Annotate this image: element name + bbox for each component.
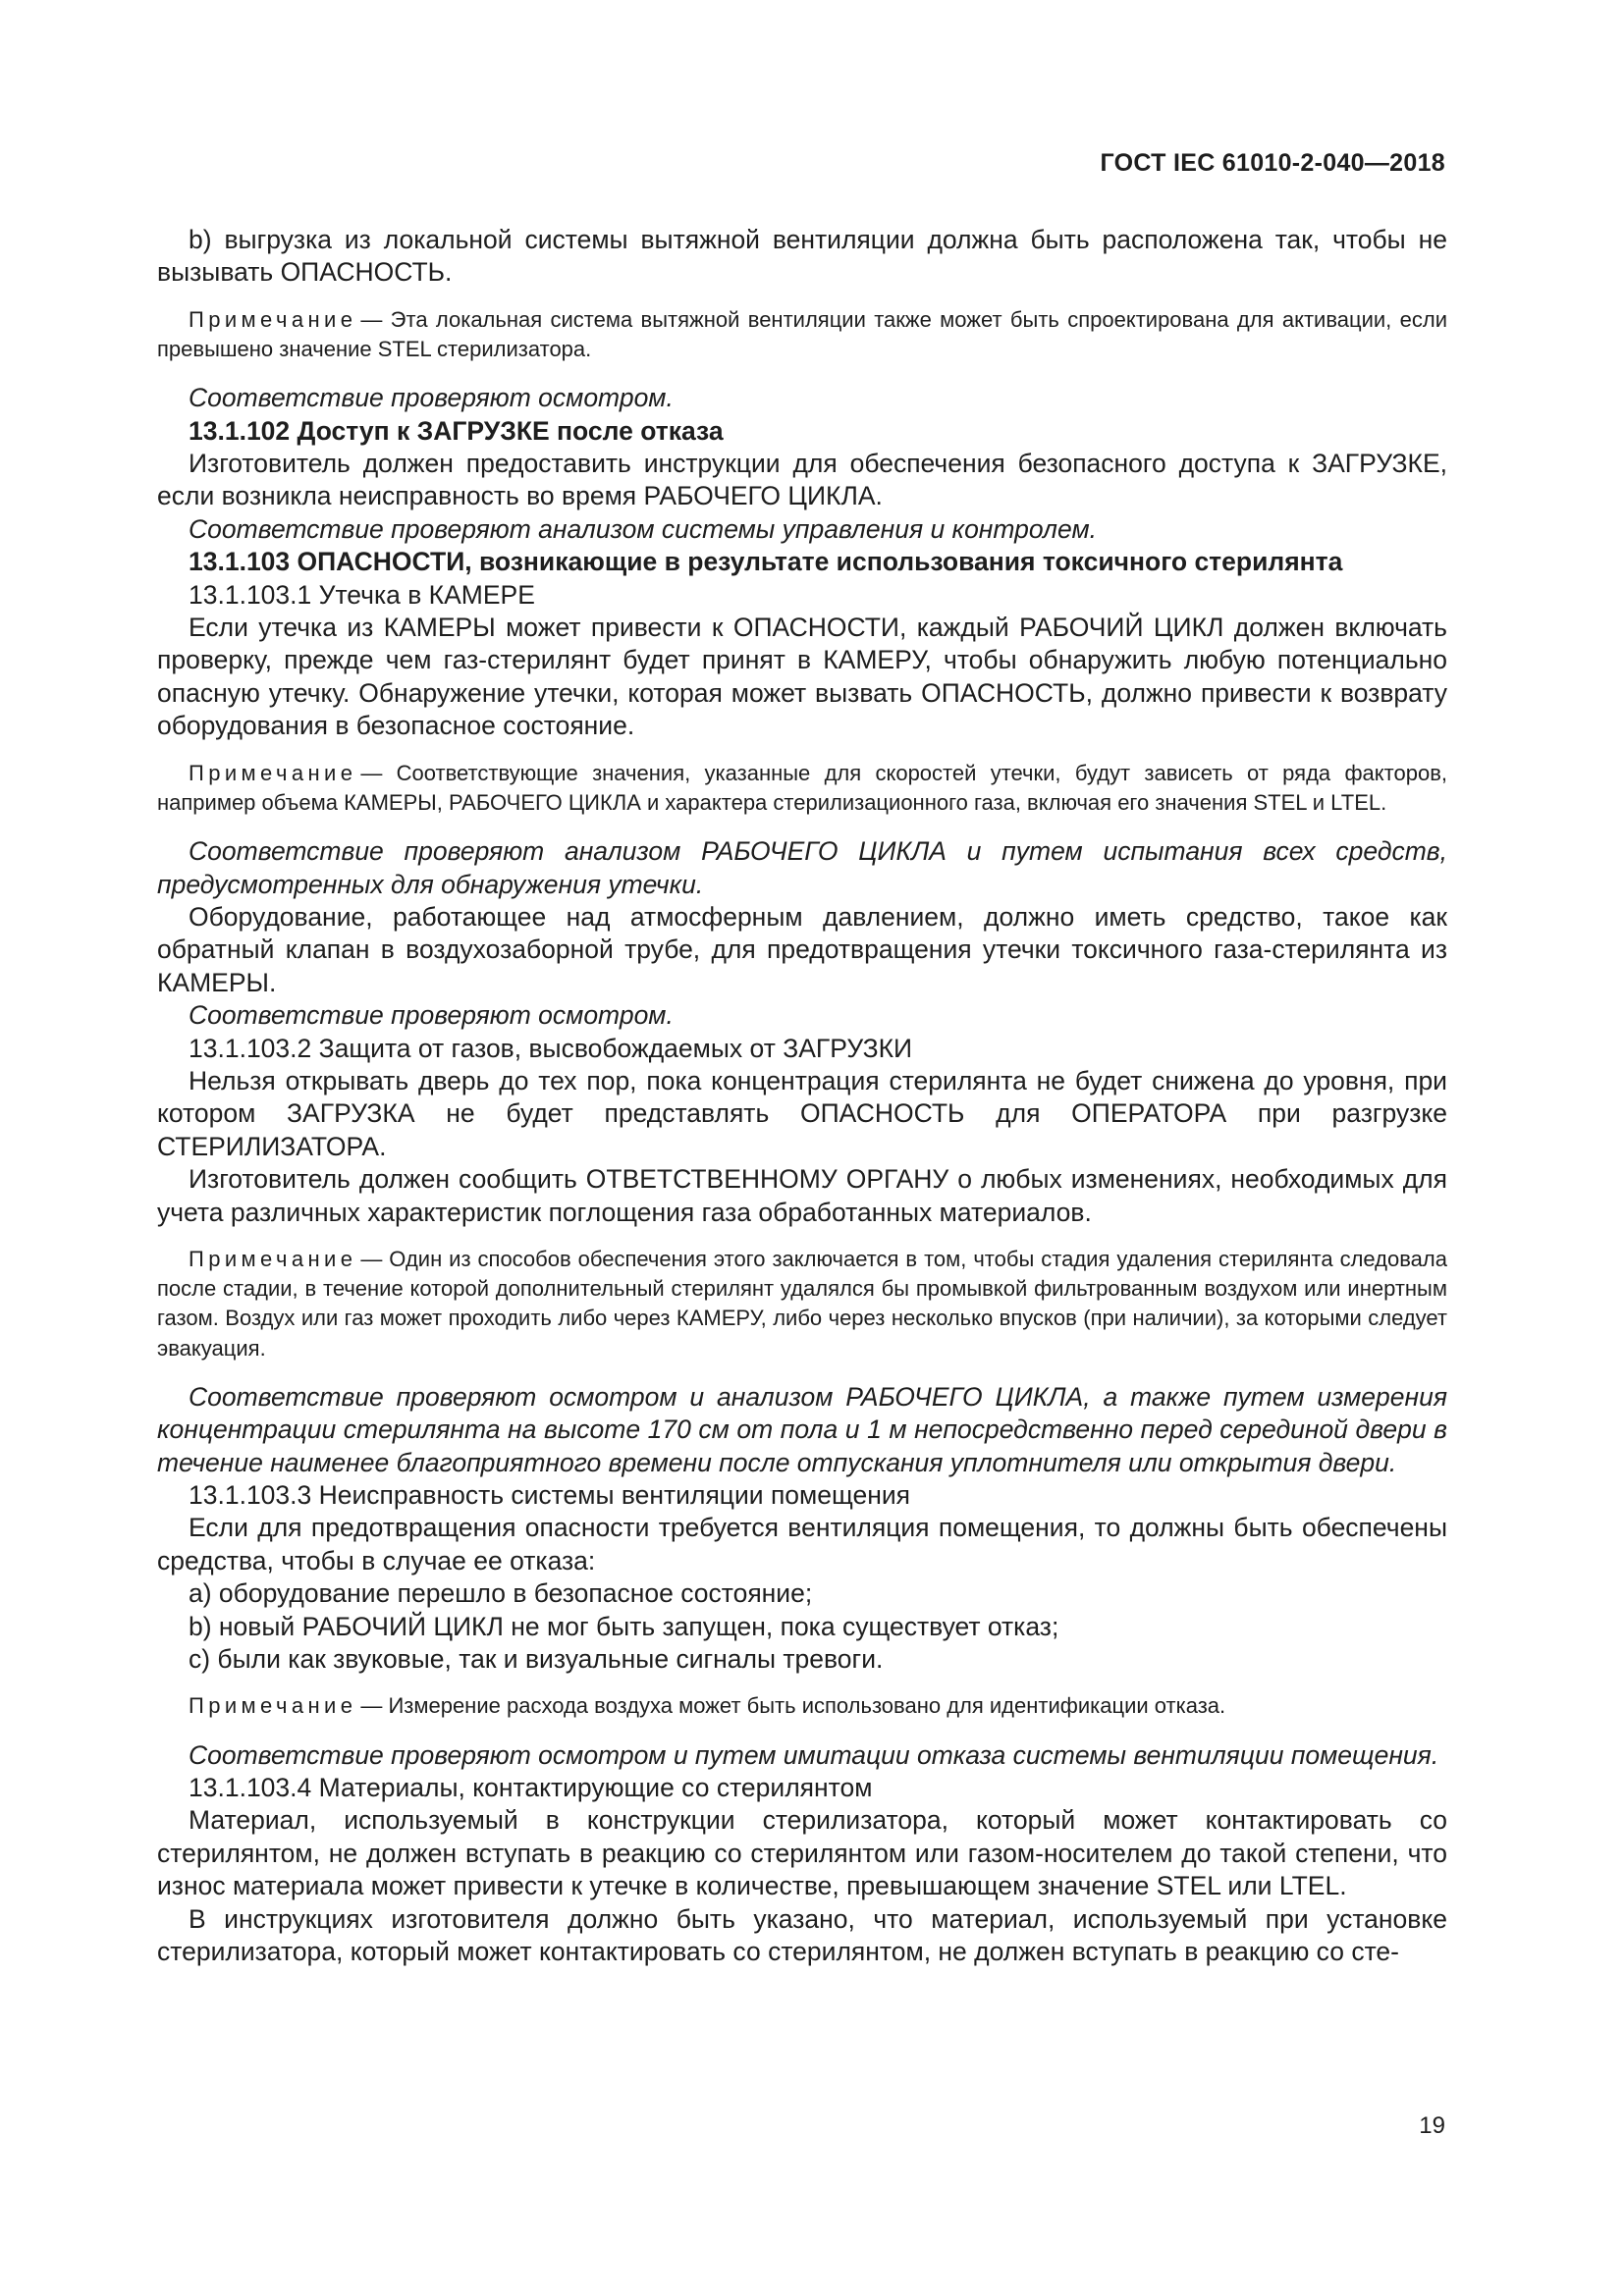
paragraph-check-valve: Оборудование, работающее над атмосферным давлением, должно иметь средство, такое как обратный клапан в воздухозаборной трубе, для предотвращения утечки токсичного газа-стерилянта из КАМЕРЫ. [157,901,1447,997]
note-3 [157,1245,1447,1363]
compliance-3: Соответствие проверяют анализом РАБОЧЕГО ЦИКЛА и путем испытания всех средств, предусмотренных для обнаружения утечки. [157,836,1447,899]
page-number: 19 [1419,2112,1445,2139]
note-1 [157,305,1447,364]
note-4-text: — Измерение расхода воздуха может быть использовано для идентификации отказа. [360,1693,1226,1719]
paragraph-b-exhaust: b) выгрузка из локальной системы вытяжной вентиляции должна быть расположена так, чтобы не вызывать ОПАСНОСТЬ. [157,225,1447,288]
paragraph-load-access: Изготовитель должен предоставить инструкции для обеспечения безопасного доступа к ЗАГРУЗКЕ, если возникла неисправность во время РАБОЧЕГО ЦИКЛА. [157,449,1447,511]
heading-13-1-103-4: 13.1.103.4 Материалы, контактирующие со стерилянтом [189,1773,873,1803]
page-content [157,224,1447,1968]
note-2-text: — Соответствующие значения, указанные для скоростей утечки, будут зависеть от ряда факторов, например объема КАМЕРЫ, РАБОЧЕГО ЦИКЛА и характера стерилизационного газа, включая его значения STEL и LTEL. [157,760,1447,815]
note-2 [157,759,1447,818]
heading-13-1-103: 13.1.103 ОПАСНОСТИ, возникающие в результате использования токсичного стерилянта [189,547,1343,577]
note-label: Примечание [189,1246,357,1271]
paragraph-instructions: В инструкциях изготовителя должно быть указано, что материал, используемый при установке стерилизатора, который может контактировать со стерилянтом, не должен вступать в реакцию со сте- [157,1903,1447,1967]
compliance-5: Соответствие проверяют осмотром и анализом РАБОЧЕГО ЦИКЛА, а также путем измерения концентрации стерилянта на высоте 170 см от пола и 1 м непосредственно перед серединой двери в течение наименее благоприятного времени после отпускания уплотнителя или открытия двери. [157,1381,1447,1477]
note-1-text: — Эта локальная система вытяжной вентиляции также может быть спроектирована для активации, если превышено значение STEL стерилизатора. [157,306,1447,362]
heading-13-1-102: 13.1.102 Доступ к ЗАГРУЗКЕ после отказа [189,415,724,446]
note-4 [157,1691,1447,1721]
heading-13-1-103-1: 13.1.103.1 Утечка в КАМЕРЕ [189,579,535,610]
heading-13-1-103-3: 13.1.103.3 Неисправность системы вентиляции помещения [189,1480,911,1510]
note-label: Примечание [189,1693,357,1719]
paragraph-room-ventilation: Если для предотвращения опасности требуется вентиляция помещения, то должны быть обеспечены средства, чтобы в случае ее отказа: [157,1513,1447,1575]
paragraph-responsible-body: Изготовитель должен сообщить ОТВЕТСТВЕННОМУ ОРГАНУ о любых изменениях, необходимых для учета различных характеристик поглощения газа обработанных материалов. [157,1164,1447,1227]
compliance-4: Соответствие проверяют осмотром. [189,1000,674,1031]
document-code-header: ГОСТ IEC 61010-2-040—2018 [1100,149,1445,177]
compliance-6: Соответствие проверяют осмотром и путем имитации отказа системы вентиляции помещения. [189,1739,1439,1770]
heading-13-1-103-2: 13.1.103.2 Защита от газов, высвобождаемых от ЗАГРУЗКИ [189,1033,913,1063]
list-item-c: c) были как звуковые, так и визуальные сигналы тревоги. [189,1644,884,1675]
paragraph-chamber-leak: Если утечка из КАМЕРЫ может привести к ОПАСНОСТИ, каждый РАБОЧИЙ ЦИКЛ должен включать проверку, прежде чем газ-стерилянт будет принят в КАМЕРУ, чтобы обнаружить любую потенциально опасную утечку. Обнаружение утечки, которая может вызвать ОПАСНОСТЬ, должно привести к возврату оборудования в безопасное состояние. [157,613,1447,741]
note-3-text: — Один из способов обеспечения этого заключается в том, чтобы стадия удаления стерилянта следовала после стадии, в течение которой дополнительный стерилянт удалялся бы промывкой фильтрованным воздухом или инертным газом. Воздух или газ может проходить либо через КАМЕРУ, либо через несколько впусков (при наличии), за которыми следует эвакуация. [157,1246,1447,1361]
note-label: Примечание [189,306,357,332]
compliance-1: Соответствие проверяют осмотром. [189,383,674,413]
paragraph-door-opening: Нельзя открывать дверь до тех пор, пока концентрация стерилянта не будет снижена до уровня, при котором ЗАГРУЗКА не будет представлять ОПАСНОСТЬ для ОПЕРАТОРА при разгрузке СТЕРИЛИЗАТОРА. [157,1065,1447,1161]
list-item-b: b) новый РАБОЧИЙ ЦИКЛ не мог быть запущен, пока существует отказ; [189,1611,1059,1641]
note-label: Примечание [189,760,357,785]
paragraph-materials: Материал, используемый в конструкции стерилизатора, который может контактировать со стерилянтом, не должен вступать в реакцию со стерилянтом или газом-носителем до такой степени, что износ материала может привести к утечке в количестве, превышающем значение STEL или LTEL. [157,1805,1447,1901]
compliance-2: Соответствие проверяют анализом системы управления и контролем. [189,513,1097,544]
list-item-a: a) оборудование перешло в безопасное состояние; [189,1578,813,1609]
